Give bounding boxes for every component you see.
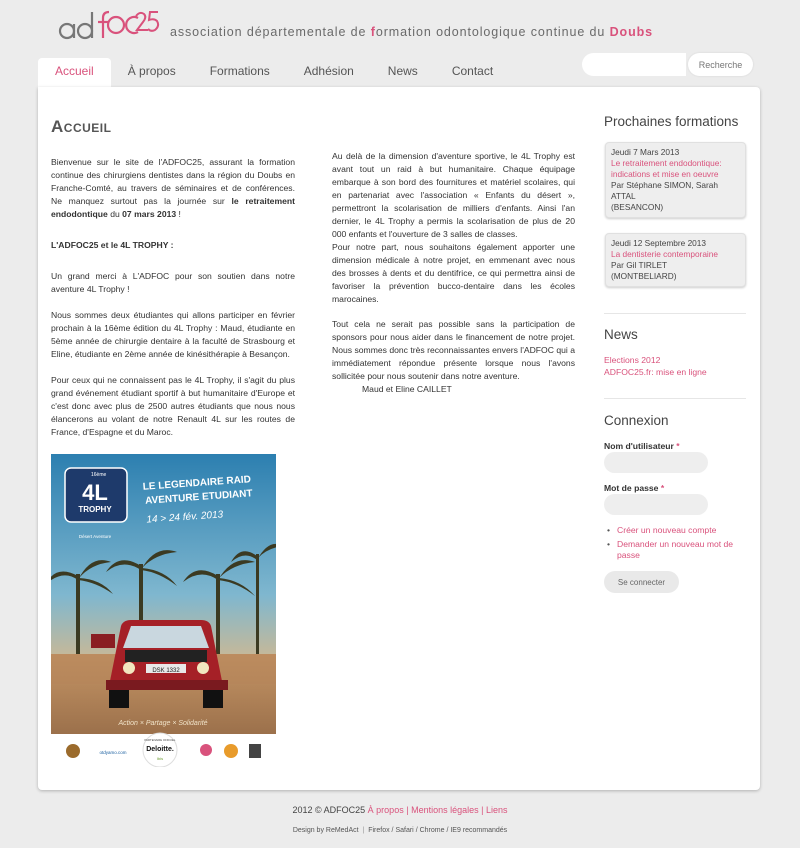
intro-highlight-topic: le retraitement endodontique <box>51 196 295 219</box>
footer-links: 2012 © ADFOC25 À propos | Mentions légales | Liens <box>292 805 508 815</box>
news-link-elections[interactable]: Elections 2012 <box>604 355 661 365</box>
poster-dates: 14 > 24 fév. 2013 <box>146 509 224 526</box>
content-column-left <box>51 156 295 452</box>
poster-logo-trophy: TROPHY <box>78 505 112 514</box>
poster-sponsor-deloitte: Deloitte. <box>146 746 174 753</box>
poster-partner-badge: PARTENAIRE OFFICIEL <box>144 738 176 742</box>
sponsors-paragraph: Tout cela ne serait pas possible sans la participation de sponsors pour nous aider dans le financement de notre projet. Nous sommes donc très reconnaissantes envers l'ADFOC qui a immédiatement répondue présente lorsque nous l'avons sollicitée pour nous soutenir dans notre aventure. <box>332 319 575 381</box>
login-button[interactable]: Se connecter <box>604 571 679 593</box>
browser-link-chrome[interactable]: Chrome <box>419 827 445 834</box>
create-account-link[interactable]: • Créer un nouveau compte <box>607 525 717 535</box>
username-field[interactable] <box>604 452 708 473</box>
tab-formations[interactable]: Formations <box>209 64 270 78</box>
tagline-segment: c <box>530 25 538 39</box>
poster-sponsor-ibis: Ibis <box>156 756 164 761</box>
event-date: Jeudi 12 Septembre 2013 <box>611 238 707 248</box>
required-marker: * <box>660 483 665 493</box>
password-field[interactable] <box>604 494 708 515</box>
browser-link-safari[interactable]: Safari <box>395 827 414 834</box>
intro-paragraph <box>51 156 295 221</box>
tagline-segment: dontologique <box>443 25 531 39</box>
thanks-paragraph: Un grand merci à L'ADFOC pour son soutien dans notre aventure 4L Trophy ! <box>51 271 295 294</box>
event-place: (MONTBELIARD) <box>611 271 677 281</box>
event-date: Jeudi 7 Mars 2013 <box>611 147 680 157</box>
4l-trophy-poster <box>51 454 276 767</box>
footer-design-credit[interactable]: Design by ReMedAct <box>292 827 359 834</box>
tagline-segment: ormation <box>375 25 437 39</box>
tagline-segment: a <box>170 25 178 39</box>
poster-sponsor-left: otdyamo.com <box>99 750 127 755</box>
event-card[interactable] <box>605 142 746 218</box>
sidebar-divider <box>604 313 746 314</box>
tab-a-propos[interactable]: À propos <box>127 64 176 78</box>
medical-paragraph: Pour notre part, nous souhaitons également apporter une dimension médicale à notre projet, en emmenant avec nous des brosses à dents et du dentifrice, ce qui permettra ainsi de favoriser la prévention bucco-dentaire dans les écoles marocaines. <box>332 242 575 304</box>
news-link-launch[interactable]: ADFOC25.fr: mise en ligne <box>604 367 707 377</box>
footer-copyright: 2012 © ADFOC25 <box>292 805 366 815</box>
password-label: Mot de passe * <box>604 483 665 493</box>
tagline-segment: ontinue du <box>537 25 610 39</box>
poster-bottom-tagline: Action × Partage × Solidarité <box>118 720 208 727</box>
browser-link-ie9[interactable]: IE9 <box>450 827 461 834</box>
sidebar-divider <box>604 398 746 399</box>
tagline-segment: ssociation <box>177 25 247 39</box>
search-input[interactable] <box>582 53 686 76</box>
students-paragraph: Nous sommes deux étudiantes qui allons participer en février prochain à la 16ème édition du 4L Trophy : Maud, étudiante en 5ème année de chirurgie dentaire à la faculté de Strasbourg et Eline, étudiante en 2ème année de kinésithérapie à Besançon. <box>51 310 295 359</box>
intro-text-du: du <box>107 209 123 219</box>
footer-link-liens[interactable]: Liens <box>486 805 508 815</box>
adfoc25-logo[interactable] <box>58 8 160 42</box>
main-nav <box>38 58 510 88</box>
event-title-link[interactable]: Le retraitement endodontique: indications et mise en oeuvre <box>611 158 722 179</box>
reset-password-link[interactable]: • Demander un nouveau mot de passe <box>607 539 734 560</box>
footer-credits: Design by ReMedAct | Firefox / Safari / Chrome / IE9 recommandés <box>292 827 508 834</box>
section-heading-4l: L'ADFOC25 et le 4L TROPHY : <box>51 240 174 250</box>
event-place: (BESANCON) <box>611 202 664 212</box>
tagline-segment: f <box>370 25 376 39</box>
association-tagline <box>170 25 653 39</box>
tab-adhesion[interactable]: Adhésion <box>303 64 354 78</box>
tagline-segment: épartementale de <box>254 25 371 39</box>
login-title: Connexion <box>604 413 669 428</box>
content-column-right <box>332 150 575 396</box>
poster-desert: Désert Aventure <box>78 534 112 539</box>
required-marker: * <box>676 441 680 451</box>
trophy-paragraph: Pour ceux qui ne connaissent pas le 4L Trophy, il s'agit du plus grand événement étudiant sportif à but humanitaire d'Europe et c'est donc avec plus de 2500 autres étudiants que nous nous élancerons au volant de notre Renault 4L sur les routes de France, d'Espagne et du Maroc. <box>51 375 295 437</box>
tab-contact[interactable]: Contact <box>451 64 494 78</box>
intro-text: Bienvenue sur le site de l'ADFOC25, assurant la formation continue des chirurgiens dentistes dans la région du Doubs en Franche-Comté, au travers de séminaires et de conférences. Ne manquez surtout pas la journée sur <box>51 157 295 206</box>
poster-logo-4l: 4L <box>82 480 108 505</box>
signature: Maud et Eline CAILLET <box>362 384 452 394</box>
news-title: News <box>604 327 638 342</box>
footer-link-a-propos[interactable]: À propos <box>367 805 404 815</box>
footer-recommended: recommandés <box>462 827 508 834</box>
page-title: Accueil <box>51 117 112 136</box>
tab-accueil[interactable]: Accueil <box>38 58 111 88</box>
upcoming-trainings-title: Prochaines formations <box>604 114 739 129</box>
tagline-segment: o <box>436 25 444 39</box>
poster-line2: AVENTURE ETUDIANT <box>144 488 253 507</box>
browser-link-firefox[interactable]: Firefox <box>368 827 390 834</box>
tagline-segment: d <box>246 25 255 39</box>
event-speaker: Par Stéphane SIMON, Sarah ATTAL <box>611 180 718 201</box>
search-button[interactable]: Recherche <box>688 53 753 76</box>
poster-line1: LE LEGENDAIRE RAID <box>142 474 252 493</box>
humanitarian-paragraph: Au delà de la dimension d'aventure sportive, le 4L Trophy est avant tout un raid à but humanitaire. Chaque équipage embarque à son bord des fournitures et matériel scolaires, qui en partenariat avec l'association « Enfants du désert », permettront la scolarisation de milliers d'enfants. Ainsi l'an dernier, le 4L Trophy a permis la scolarisation de plus de 20 000 enfants et l'ouverture de 3 salles de classes. <box>332 151 575 239</box>
event-title-link[interactable]: La dentisterie contemporaine <box>611 249 719 259</box>
event-speaker: Par Gil TIRLET <box>611 260 668 270</box>
event-card[interactable] <box>605 233 746 287</box>
intro-highlight-date: 07 mars 2013 <box>122 209 177 219</box>
poster-edition: 16ème <box>91 472 107 478</box>
poster-plate: DSK 1332 <box>152 668 180 674</box>
tab-news[interactable]: News <box>387 64 418 78</box>
tagline-segment: Doubs <box>609 25 654 39</box>
username-label: Nom d'utilisateur * <box>604 441 680 451</box>
footer-link-mentions[interactable]: Mentions légales <box>411 805 479 815</box>
intro-text-end: ! <box>176 209 181 219</box>
